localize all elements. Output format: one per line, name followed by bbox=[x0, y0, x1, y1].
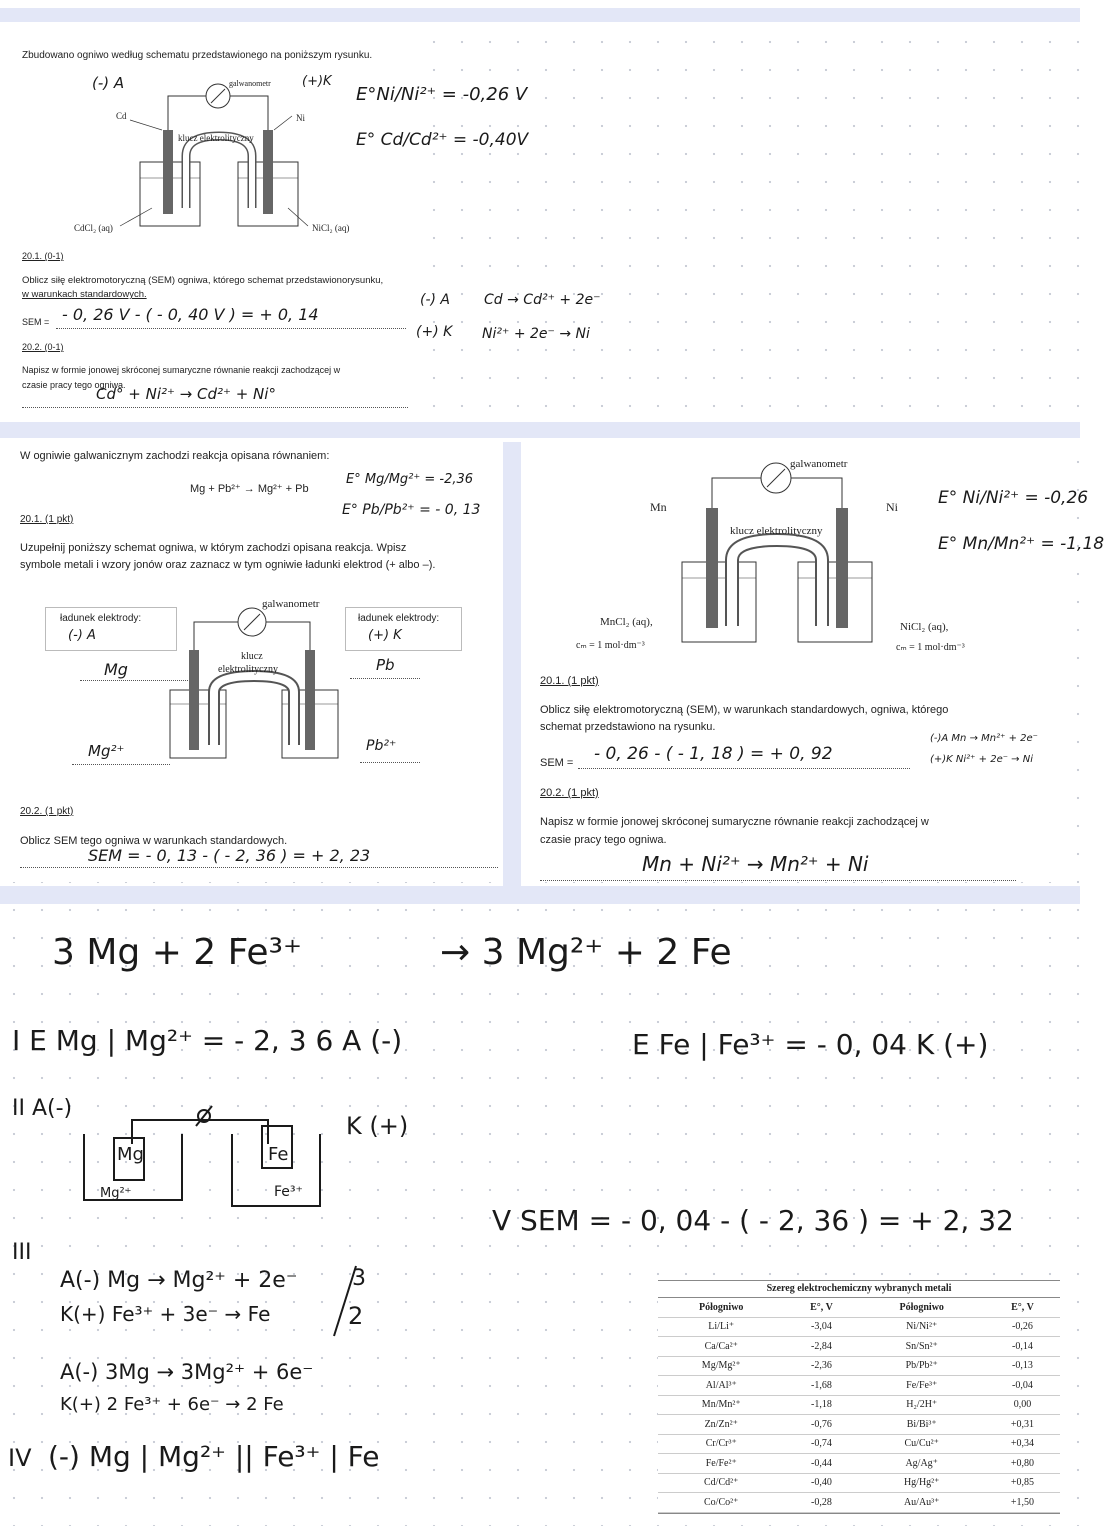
s2-bridge-label1: klucz bbox=[241, 651, 263, 662]
s2-right-metal-line bbox=[350, 678, 420, 679]
table-cell: Bi/Bi³⁺ bbox=[858, 1415, 984, 1435]
table-cell: -0,04 bbox=[985, 1376, 1060, 1396]
table-cell: H₂/2H⁺ bbox=[858, 1395, 984, 1415]
notes-main-eq-right: → 3 Mg²⁺ + 2 Fe bbox=[440, 932, 732, 973]
s1-galv-label: galwanometr bbox=[229, 79, 271, 88]
s1-q2-hw: Cd° + Ni²⁺ → Cd²⁺ + Ni° bbox=[96, 385, 276, 403]
table-cell: -0,40 bbox=[784, 1473, 858, 1493]
s3-sem-label: SEM = bbox=[540, 757, 574, 769]
s2-right-ion-line bbox=[360, 762, 420, 763]
notes-mg-ion: Mg²⁺ bbox=[100, 1186, 132, 1201]
s2-right-ion: Pb²⁺ bbox=[366, 738, 397, 754]
notes-mg: Mg bbox=[117, 1144, 144, 1165]
s2-left-metal-line bbox=[80, 680, 188, 681]
table-header-4: E°, V bbox=[985, 1298, 1060, 1317]
s2-q1-label: 20.1. (1 pkt) bbox=[20, 514, 74, 525]
s3-q2-text2: czasie pracy tego ogniwa. bbox=[540, 834, 667, 846]
table-cell: -3,04 bbox=[784, 1317, 858, 1337]
s3-q1-label: 20.1. (1 pkt) bbox=[540, 675, 599, 687]
s3-sol-left: MnCl₂ (aq), bbox=[600, 616, 653, 628]
notes-k-plus: K (+) bbox=[346, 1112, 409, 1140]
s1-half-k: (+) K bbox=[416, 324, 453, 340]
table-row bbox=[658, 1376, 1060, 1396]
notes-r2: K(+) Fe³⁺ + 3e⁻ → Fe bbox=[60, 1302, 271, 1326]
s1-cd-label: Cd bbox=[116, 111, 127, 121]
table-cell: Mn/Mn²⁺ bbox=[658, 1395, 784, 1415]
table-cell: Hg/Hg²⁺ bbox=[858, 1473, 984, 1493]
s2-q1-text2: symbole metali i wzory jonów oraz zaznacz w tym ogniwie ładunki elektrod (+ albo –). bbox=[20, 559, 436, 571]
s1-q2-text2: czasie pracy tego ogniwa. bbox=[22, 380, 126, 390]
table-cell: -2,84 bbox=[784, 1337, 858, 1357]
s2-q2-label: 20.2. (1 pkt) bbox=[20, 806, 74, 817]
notes-r4: K(+) 2 Fe³⁺ + 6e⁻ → 2 Fe bbox=[60, 1394, 284, 1415]
s1-e-cd: E° Cd/Cd²⁺ = -0,40V bbox=[356, 130, 529, 150]
s2-intro: W ogniwie galwanicznym zachodzi reakcja opisana równaniem: bbox=[20, 450, 330, 462]
s3-q2-label: 20.2. (1 pkt) bbox=[540, 787, 599, 799]
notes-multiplier-1: 3 bbox=[352, 1266, 366, 1291]
s2-left-ion: Mg²⁺ bbox=[88, 742, 125, 760]
table-cell: -0,14 bbox=[985, 1337, 1060, 1357]
s1-anode-mark: (-) A bbox=[92, 74, 125, 92]
table-cell: +0,34 bbox=[985, 1434, 1060, 1454]
notes-step3: III bbox=[12, 1240, 32, 1265]
notes-r1: A(-) Mg → Mg²⁺ + 2e⁻ bbox=[60, 1268, 298, 1293]
s2-bridge-label2: elektrolityczny bbox=[218, 664, 278, 675]
table-header-3: Półogniwo bbox=[858, 1298, 984, 1317]
s3-conc-left: cₘ = 1 mol·dm⁻³ bbox=[576, 640, 645, 651]
table-cell: Co/Co²⁺ bbox=[658, 1493, 784, 1513]
table-cell: -0,26 bbox=[985, 1317, 1060, 1337]
s1-q1-label: 20.1. (0-1) bbox=[22, 251, 64, 261]
s3-ni-label: Ni bbox=[886, 500, 898, 514]
table-cell: -0,76 bbox=[784, 1415, 858, 1435]
s1-q1-text: Oblicz siłę elektromotoryczną (SEM) ogniwa, którego schemat przedstawionorysunku, bbox=[22, 275, 384, 286]
electrochemical-series-table bbox=[658, 1280, 1060, 1514]
s2-right-metal: Pb bbox=[376, 656, 395, 674]
s3-sem-line bbox=[578, 768, 910, 769]
table-cell: Zn/Zn²⁺ bbox=[658, 1415, 784, 1435]
s2-right-charge-label: ładunek elektrody: bbox=[358, 613, 440, 624]
table-row bbox=[658, 1415, 1060, 1435]
notes-step1b: E Fe | Fe³⁺ = - 0, 04 K (+) bbox=[632, 1028, 989, 1061]
table-cell: Ni/Ni²⁺ bbox=[858, 1317, 984, 1337]
table-cell: -2,36 bbox=[784, 1356, 858, 1376]
table-title: Szereg elektrochemiczny wybranych metali bbox=[658, 1281, 1060, 1298]
s3-half-2: (+)K Ni²⁺ + 2e⁻ → Ni bbox=[930, 754, 1033, 765]
table-cell: Fe/Fe²⁺ bbox=[658, 1454, 784, 1474]
s2-left-metal: Mg bbox=[104, 660, 128, 679]
s1-q2-text: Napisz w formie jonowej skróconej sumaryczne równanie reakcji zachodzącej w bbox=[22, 365, 341, 375]
notes-step5: V SEM = - 0, 04 - ( - 2, 36 ) = + 2, 32 bbox=[492, 1204, 1014, 1237]
table-cell: Au/Au³⁺ bbox=[858, 1493, 984, 1513]
table-cell: +1,50 bbox=[985, 1493, 1060, 1513]
table-cell: Mg/Mg²⁺ bbox=[658, 1356, 784, 1376]
s2-right-charge: (+) K bbox=[368, 628, 402, 643]
s2-eq: Mg + Pb²⁺ → Mg²⁺ + Pb bbox=[190, 483, 309, 495]
s2-q2-text: Oblicz SEM tego ogniwa w warunkach standardowych. bbox=[20, 835, 288, 847]
table-cell: Cd/Cd²⁺ bbox=[658, 1473, 784, 1493]
table-cell: 0,00 bbox=[985, 1395, 1060, 1415]
s1-cell-diagram bbox=[80, 78, 340, 238]
notes-fe-ion: Fe³⁺ bbox=[274, 1184, 303, 1200]
table-row bbox=[658, 1493, 1060, 1513]
table-row bbox=[658, 1317, 1060, 1337]
s3-e-mn: E° Mn/Mn²⁺ = -1,18 bbox=[938, 534, 1104, 554]
s3-bridge-label: klucz elektrolityczny bbox=[730, 525, 823, 537]
s1-bridge-label: klucz elektrolityczny bbox=[178, 133, 254, 143]
table-cell: Cu/Cu²⁺ bbox=[858, 1434, 984, 1454]
table-row bbox=[658, 1473, 1060, 1493]
s1-sem-line bbox=[56, 328, 406, 329]
table-grid bbox=[658, 1298, 1060, 1513]
s1-sem-label: SEM = bbox=[22, 317, 50, 327]
table-cell: +0,31 bbox=[985, 1415, 1060, 1435]
s3-galv-label: galwanometr bbox=[790, 458, 848, 470]
s1-q1-text2: w warunkach standardowych. bbox=[22, 289, 147, 300]
notes-multiplier-2: 2 bbox=[348, 1302, 364, 1330]
s1-sol-right: NiCl₂ (aq) bbox=[312, 223, 350, 233]
s2-left-charge: (-) A bbox=[68, 628, 96, 643]
table-cell: +0,80 bbox=[985, 1454, 1060, 1474]
s1-sol-left: CdCl₂ (aq) bbox=[74, 223, 113, 233]
s3-q1-text: Oblicz siłę elektromotoryczną (SEM), w warunkach standardowych, ogniwa, którego bbox=[540, 704, 949, 716]
notes-diag: (-) Mg | Mg²⁺ || Fe³⁺ | Fe bbox=[48, 1440, 380, 1473]
table-cell: Pb/Pb²⁺ bbox=[858, 1356, 984, 1376]
s3-q2-text: Napisz w formie jonowej skróconej sumaryczne równanie reakcji zachodzącej w bbox=[540, 816, 929, 828]
separator-band-2 bbox=[0, 886, 1080, 904]
table-cell: Li/Li⁺ bbox=[658, 1317, 784, 1337]
table-cell: -0,74 bbox=[784, 1434, 858, 1454]
s3-e-ni: E° Ni/Ni²⁺ = -0,26 bbox=[938, 488, 1089, 508]
top-band bbox=[0, 8, 1080, 22]
s2-galv-label: galwanometr bbox=[262, 598, 320, 610]
s2-sem-hw: SEM = - 0, 13 - ( - 2, 36 ) = + 2, 23 bbox=[88, 846, 371, 865]
s1-cathode-mark: (+)K bbox=[302, 74, 332, 89]
s3-half-1: (-)A Mn → Mn²⁺ + 2e⁻ bbox=[930, 733, 1038, 744]
s1-half-a: (-) A bbox=[420, 292, 451, 308]
table-cell: -1,18 bbox=[784, 1395, 858, 1415]
separator-band-1 bbox=[0, 422, 1080, 438]
notes-step1: I E Mg | Mg²⁺ = - 2, 3 6 A (-) bbox=[12, 1024, 403, 1057]
s1-q2-label: 20.2. (0-1) bbox=[22, 342, 64, 352]
table-header-2: E°, V bbox=[784, 1298, 858, 1317]
table-row bbox=[658, 1395, 1060, 1415]
table-cell: Ca/Ca²⁺ bbox=[658, 1337, 784, 1357]
notes-r3: A(-) 3Mg → 3Mg²⁺ + 6e⁻ bbox=[60, 1360, 314, 1384]
table-cell: -0,28 bbox=[784, 1493, 858, 1513]
s3-q2-line bbox=[540, 880, 1016, 881]
table-cell: Ag/Ag⁺ bbox=[858, 1454, 984, 1474]
table-header-1: Półogniwo bbox=[658, 1298, 784, 1317]
notes-main-eq-left: 3 Mg + 2 Fe³⁺ bbox=[52, 932, 302, 973]
s1-intro: Zbudowano ogniwo według schematu przedstawionego na poniższym rysunku. bbox=[22, 50, 373, 61]
s3-mn-label: Mn bbox=[650, 500, 667, 514]
s3-sol-right: NiCl₂ (aq), bbox=[900, 621, 949, 633]
s3-q1-text2: schemat przedstawiono na rysunku. bbox=[540, 721, 716, 733]
table-cell: -1,68 bbox=[784, 1376, 858, 1396]
table-cell: -0,13 bbox=[985, 1356, 1060, 1376]
s2-q1-text: Uzupełnij poniższy schemat ogniwa, w którym zachodzi opisana reakcja. Wpisz bbox=[20, 542, 407, 554]
s1-e-ni: E°Ni/Ni²⁺ = -0,26 V bbox=[356, 84, 528, 105]
s3-sem-hw: - 0, 26 - ( - 1, 18 ) = + 0, 92 bbox=[594, 744, 833, 764]
vertical-divider bbox=[503, 442, 521, 886]
s3-conc-right: cₘ = 1 mol·dm⁻³ bbox=[896, 642, 965, 653]
s2-e-pb: E° Pb/Pb²⁺ = - 0, 13 bbox=[342, 502, 481, 518]
s3-q2-hw: Mn + Ni²⁺ → Mn²⁺ + Ni bbox=[642, 852, 869, 876]
table-cell: Cr/Cr³⁺ bbox=[658, 1434, 784, 1454]
table-row bbox=[658, 1434, 1060, 1454]
table-row bbox=[658, 1337, 1060, 1357]
table-cell: Al/Al³⁺ bbox=[658, 1376, 784, 1396]
s1-half-k-reaction: Ni²⁺ + 2e⁻ → Ni bbox=[482, 326, 590, 342]
table-cell: -0,44 bbox=[784, 1454, 858, 1474]
s2-left-charge-label: ładunek elektrody: bbox=[60, 613, 142, 624]
table-row bbox=[658, 1454, 1060, 1474]
s1-sem-hw: - 0, 26 V - ( - 0, 40 V ) = + 0, 14 bbox=[62, 305, 319, 324]
s2-left-ion-line bbox=[72, 764, 170, 765]
s3-cell-diagram bbox=[672, 456, 892, 666]
s1-half-a-reaction: Cd → Cd²⁺ + 2e⁻ bbox=[484, 292, 601, 308]
notes-fe: Fe bbox=[268, 1144, 289, 1165]
table-cell: Sn/Sn²⁺ bbox=[858, 1337, 984, 1357]
table-cell: Fe/Fe³⁺ bbox=[858, 1376, 984, 1396]
s1-ni-label: Ni bbox=[296, 113, 305, 123]
notes-step4: IV bbox=[8, 1444, 32, 1472]
notes-step2: II A(-) bbox=[12, 1096, 73, 1121]
s2-q2-line bbox=[20, 867, 498, 868]
table-cell: +0,85 bbox=[985, 1473, 1060, 1493]
table-row bbox=[658, 1356, 1060, 1376]
s2-e-mg: E° Mg/Mg²⁺ = -2,36 bbox=[346, 472, 474, 487]
s1-q2-line bbox=[22, 407, 408, 408]
s2-cell-diagram bbox=[160, 600, 360, 780]
